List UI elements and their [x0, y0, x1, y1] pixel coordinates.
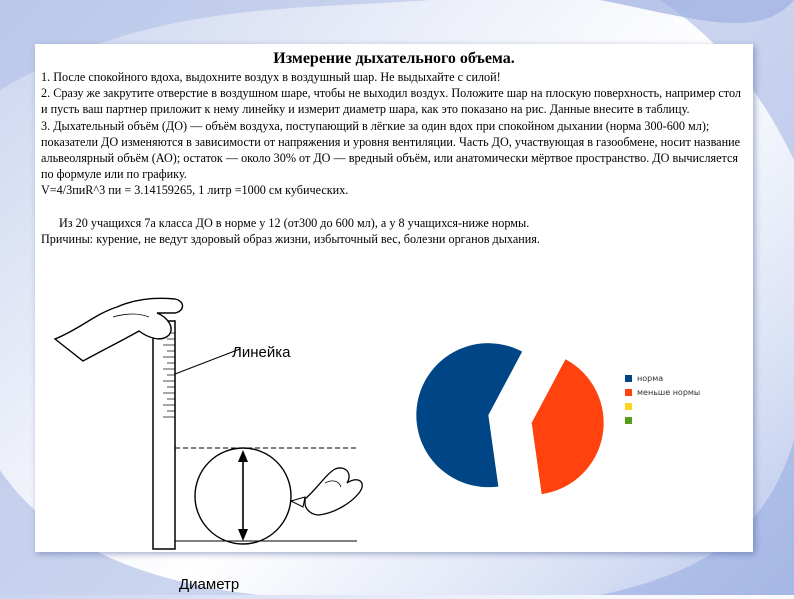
balloon-measurement-figure [35, 269, 365, 599]
step-3: 3. Дыхательный объём (ДО) — объём воздуха, поступающий в лёгкие за один вдох при спокойном дыхании (норма 300-600 мл); показатели ДО изменяются в зависимости от напряжения и уровня вентиляции. Часть ДО, участвующая в газообмене, носит название альвеолярный объём (АО); остаток — около 30% от ДО — вредный объём, или анатомически мёртвое пространство. ДО вычисляется по формуле или по графику. [41, 118, 741, 182]
reasons-line: Причины: курение, не ведут здоровый образ жизни, избыточный вес, болезни органов дыхания. [41, 231, 540, 246]
step-2: 2. Сразу же закрутите отверстие в воздушном шаре, чтобы не выходил воздух. Положите шар на плоскую поверхность, например стол и пусть ваш партнер приложит к нему линейку и измерит диаметр шара, как это показано на рис. Данные внесите в таблицу. [41, 86, 741, 117]
legend-swatch [625, 375, 632, 382]
legend-label: норма [637, 373, 664, 383]
ruler-label: Линейка [232, 344, 291, 361]
pie-slice-0 [407, 338, 540, 497]
hand-right [305, 468, 362, 515]
result-line: Из 20 учащихся 7а класса ДО в норме у 12 (от300 до 600 мл), а у 8 учащихся-ниже нормы. [59, 215, 530, 230]
legend-swatch [625, 403, 632, 410]
formula-line: V=4/3пиR^3 пи = 3.14159265, 1 литр =1000 см кубических. [41, 183, 349, 198]
diameter-label: Диаметр [179, 576, 240, 593]
legend-label: меньше нормы [637, 387, 701, 397]
legend-item [625, 413, 700, 427]
legend-item [625, 399, 700, 413]
legend-item [625, 371, 700, 385]
legend-item [625, 385, 700, 399]
pie-slice-1 [524, 355, 613, 494]
body-text [41, 69, 741, 247]
page-title: Измерение дыхательного объема. [273, 50, 515, 67]
ruler [153, 321, 175, 549]
pie-chart [395, 319, 625, 519]
chart-legend [625, 371, 700, 427]
step-1: 1. После спокойного вдоха, выдохните воздух в воздушный шар. Не выдыхайте с силой! [41, 70, 501, 84]
legend-swatch [625, 417, 632, 424]
legend-swatch [625, 389, 632, 396]
content-card [35, 44, 753, 593]
